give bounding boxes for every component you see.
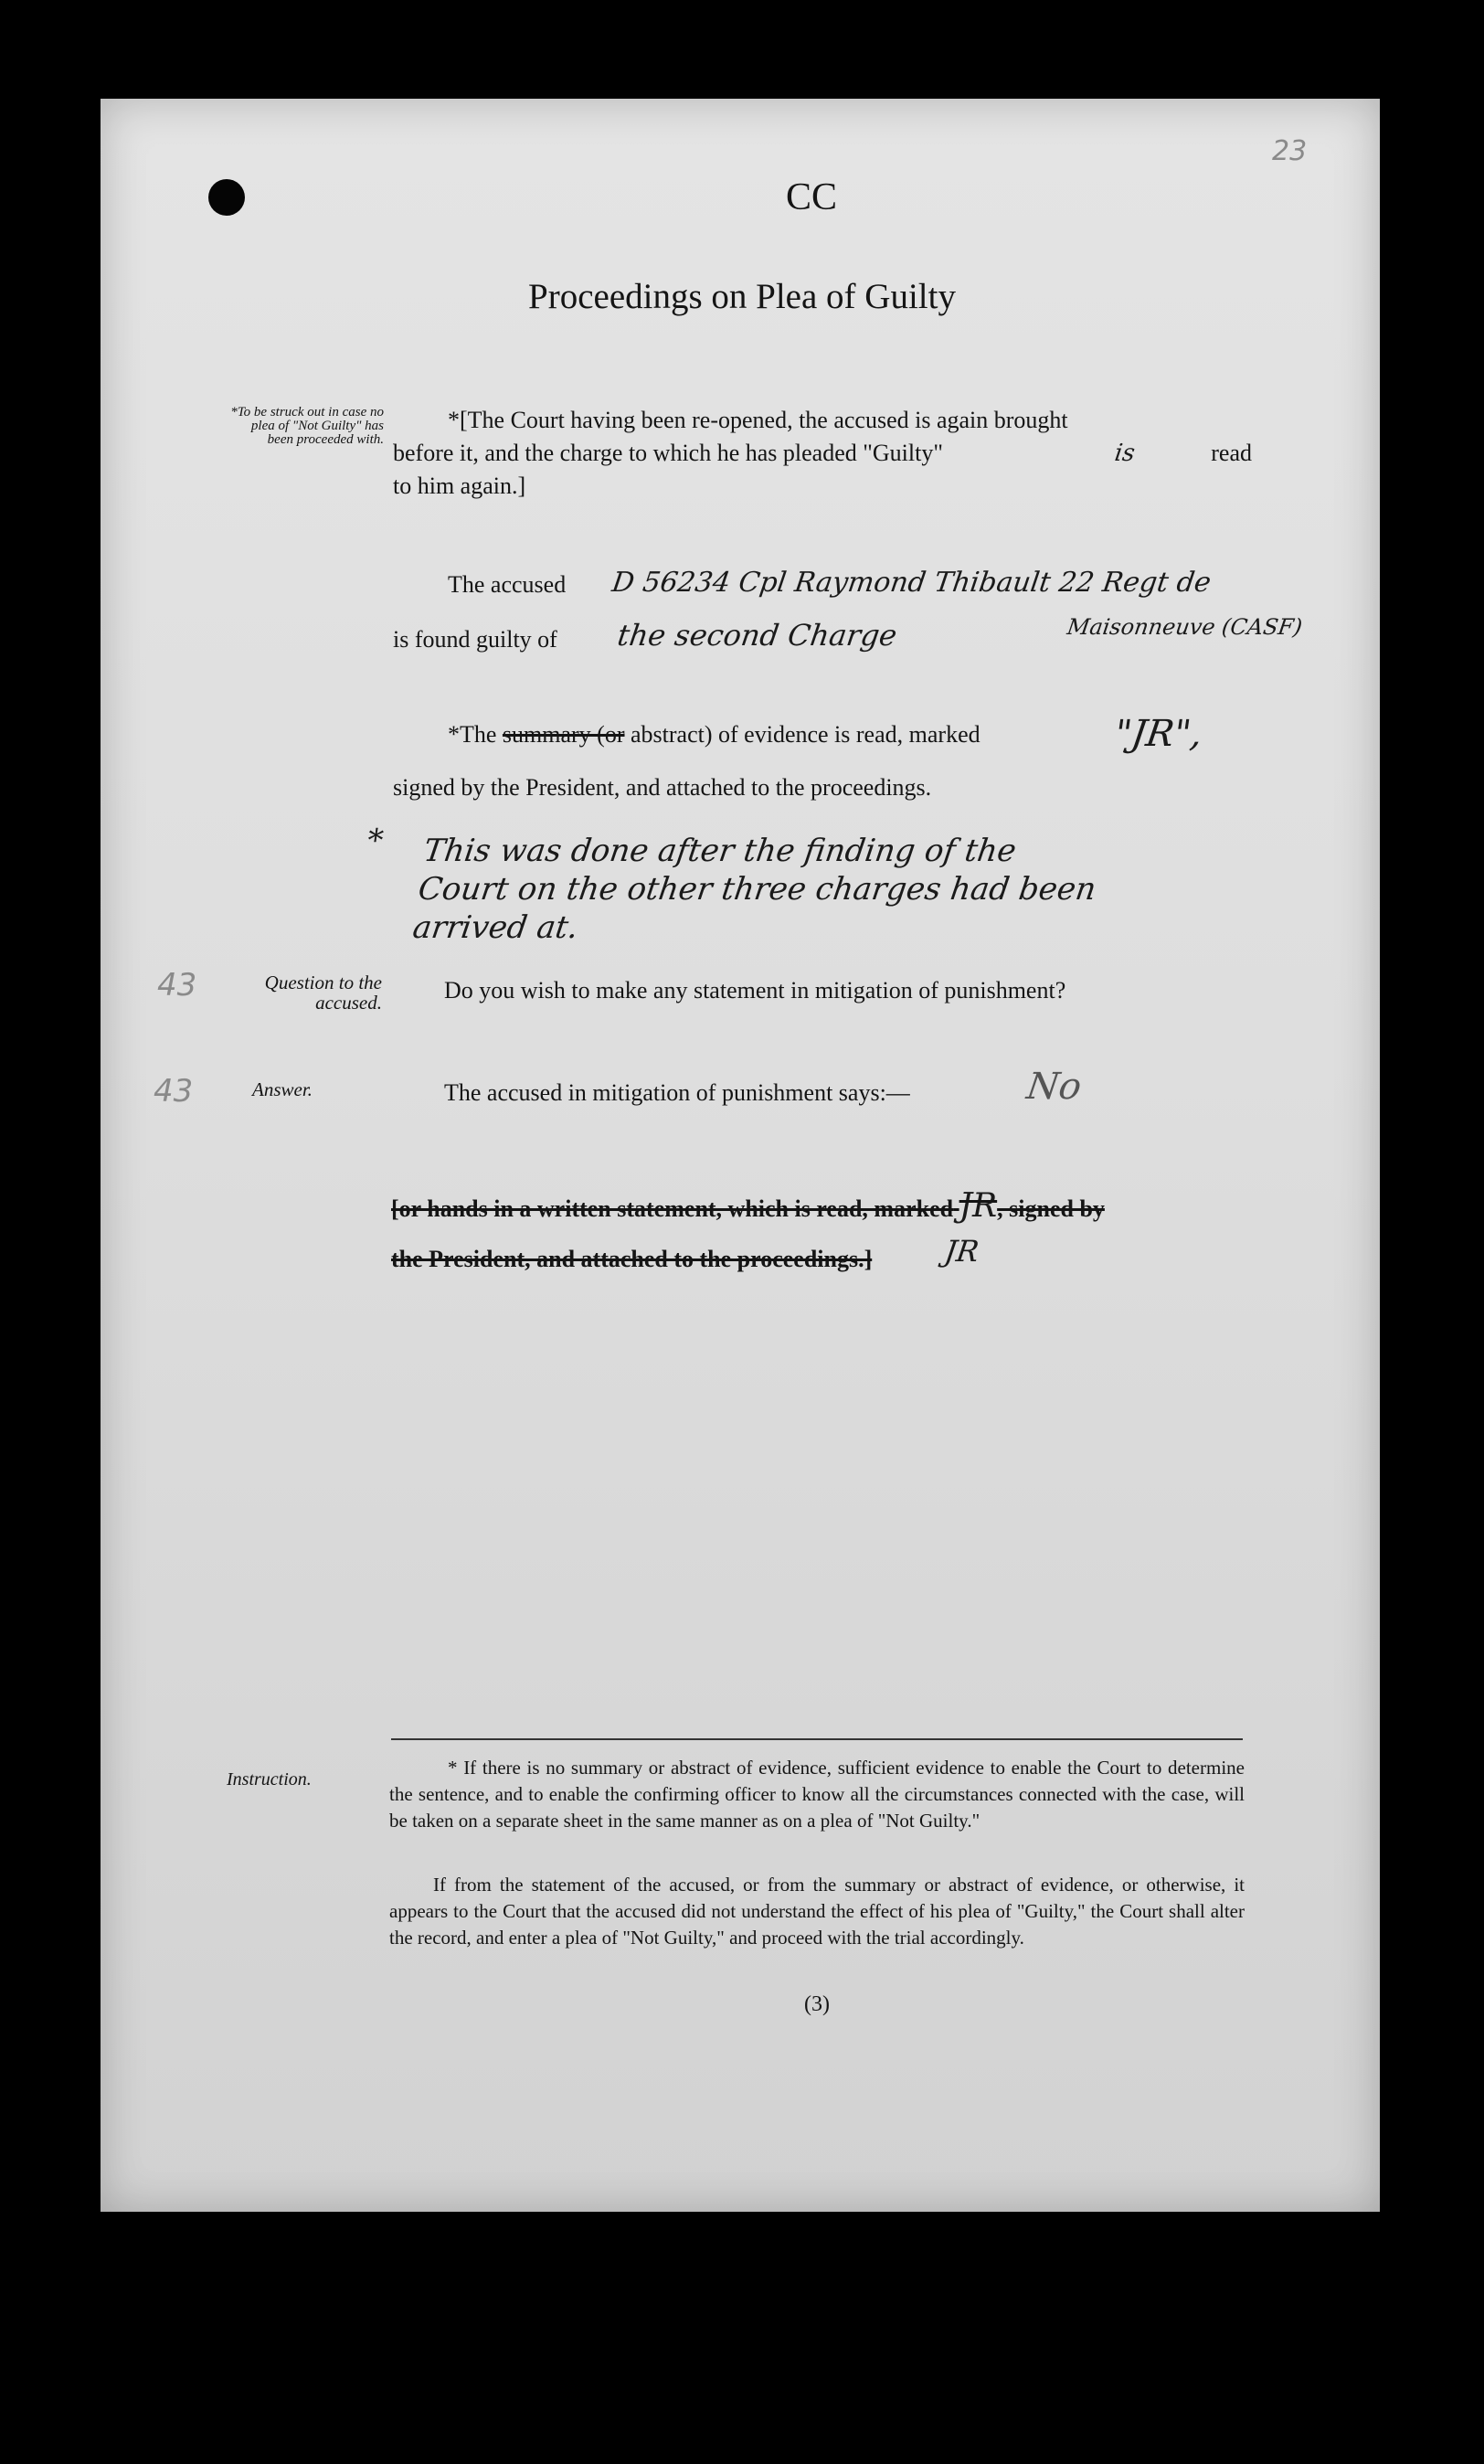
- handwritten-charge: the second Charge: [615, 618, 899, 653]
- page-title: Proceedings on Plea of Guilty: [528, 277, 956, 316]
- handwritten-struck-mark: JR: [959, 1187, 998, 1225]
- punch-hole: [208, 179, 245, 216]
- question-label: [223, 972, 382, 1013]
- question-label-line-2: accused.: [315, 992, 382, 1014]
- abstract-struck: summary (or: [502, 721, 625, 748]
- instruction-paragraph-1: * If there is no summary or abstract of evidence, sufficient evidence to enable the Court to determine the sentence, and to enable the confirming officer to know all the circumstances connected with the case, will be taken on a separate sheet in the same manner as on a plea of "Not Guilty.": [389, 1757, 1245, 1832]
- abstract-rest: abstract) of evidence is read,: [631, 721, 904, 748]
- struck-statement-text-1: [or hands in a written statement, which is read, marked: [391, 1195, 954, 1222]
- instruction-label: Instruction.: [227, 1769, 312, 1790]
- answer-text: The accused in mitigation of punishment says:—: [444, 1079, 910, 1106]
- reopen-read: read: [1211, 440, 1252, 466]
- margin-note-strike: *To be struck out in case no plea of "Not Guilty" has been proceeded with.: [230, 405, 384, 447]
- handwritten-initials: JR: [942, 1234, 981, 1269]
- struck-statement-line-2: the President, and attached to the proceedings.]: [391, 1246, 873, 1272]
- handwritten-answer: No: [1023, 1066, 1085, 1108]
- struck-statement-end: , signed by: [997, 1195, 1105, 1222]
- handwritten-accused-name: D 56234 Cpl Raymond Thibault 22 Regt de: [610, 567, 1214, 599]
- handwritten-asterisk: *: [365, 823, 386, 859]
- found-guilty-label: is found guilty of: [393, 626, 557, 653]
- abstract-line-2: signed by the President, and attached to the proceedings.: [393, 774, 932, 801]
- handwritten-note-line-3: arrived at.: [410, 909, 581, 946]
- handwritten-note-line-1: This was done after the finding of the: [421, 833, 1019, 869]
- abstract-line-1: [448, 718, 980, 751]
- instruction-paragraph-2: If from the statement of the accused, or from the summary or abstract of evidence, or otherwise, it appears to the Court that the accused did not understand the effect of his plea of "Guilty," the Court shall alter the record, and enter a plea of "Not Guilty," and proceed with the trial accordingly.: [389, 1874, 1245, 1949]
- reopen-paragraph: [393, 404, 1252, 503]
- handwritten-unit: Maisonneuve (CASF): [1065, 614, 1304, 640]
- handwritten-note: [410, 832, 1104, 947]
- reopen-line-1: *[The Court having been re-opened, the accused is again brought: [448, 407, 1068, 433]
- pencil-page-number: 23: [1272, 135, 1308, 167]
- instruction-rule: [391, 1738, 1243, 1740]
- reopen-line-2-text: before it, and the charge to which he has pleaded "Guilty": [393, 440, 943, 466]
- pencil-answer-number: 43: [154, 1073, 194, 1110]
- abstract-prefix: *The: [448, 721, 497, 748]
- reopen-line-2: [393, 437, 1252, 470]
- footer-page-number: (3): [804, 1992, 830, 2016]
- question-text: Do you wish to make any statement in mitigation of punishment?: [444, 977, 1066, 1004]
- handwritten-note-line-2: Court on the other three charges had been: [416, 871, 1098, 908]
- handwritten-is: is: [1112, 440, 1137, 467]
- accused-label: The accused: [448, 571, 567, 598]
- form-code: CC: [786, 176, 838, 218]
- handwritten-mark: "JR",: [1111, 713, 1205, 755]
- pencil-question-number: 43: [157, 967, 197, 1004]
- struck-statement-line-1: [391, 1187, 1105, 1226]
- reopen-line-3: to him again.]: [393, 473, 526, 499]
- abstract-marked: marked: [908, 721, 980, 748]
- answer-label: Answer.: [252, 1078, 313, 1100]
- question-label-line-1: Question to the: [264, 972, 382, 993]
